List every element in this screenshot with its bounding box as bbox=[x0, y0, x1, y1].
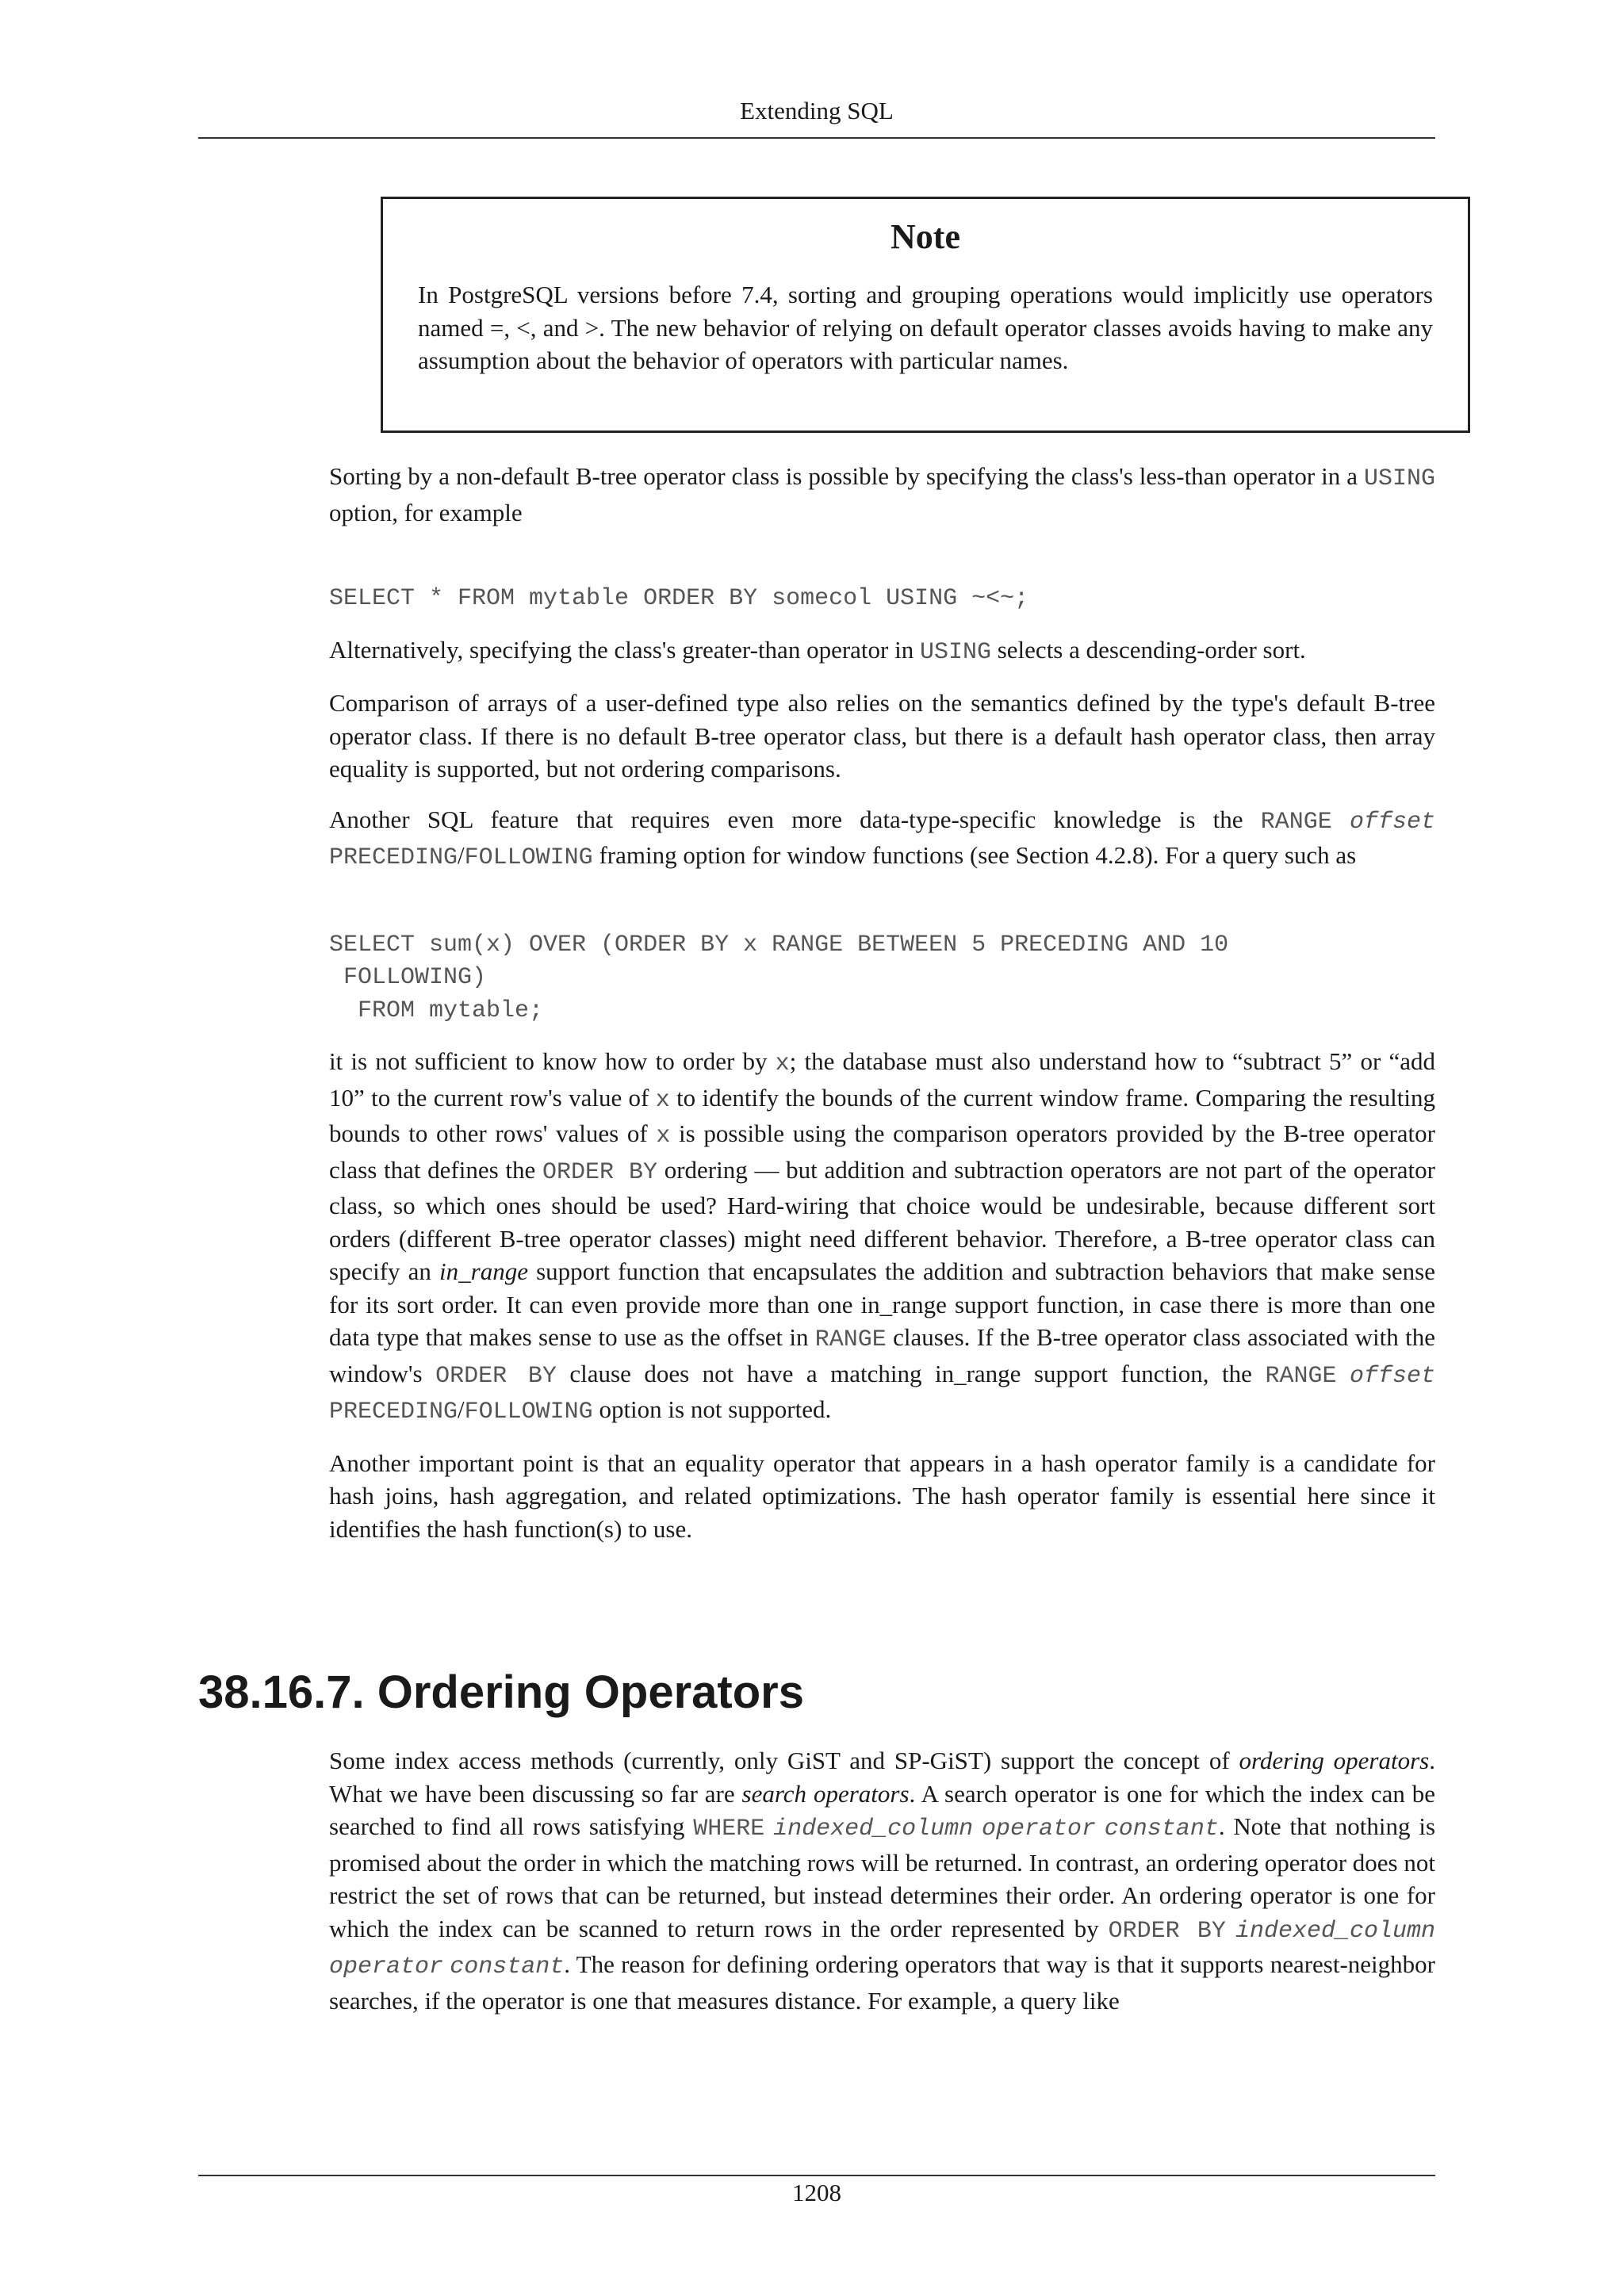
paragraph-sorting bbox=[329, 460, 1435, 529]
text: framing option for window functions (see Section 4.2.8). For a query such as bbox=[592, 841, 1357, 869]
code-replaceable: offset bbox=[1349, 1362, 1435, 1390]
code-literal: RANGE bbox=[1265, 1362, 1337, 1390]
emphasis: ordering operators bbox=[1239, 1747, 1430, 1774]
text: / bbox=[458, 841, 465, 869]
code-example-using: SELECT * FROM mytable ORDER BY somecol USING ~<~; bbox=[329, 585, 1029, 612]
text: selects a descending-order sort. bbox=[990, 635, 1306, 664]
code-literal: ORDER BY bbox=[1108, 1917, 1226, 1945]
text: Some index access methods (currently, only GiST and SP-GiST) support the concept of bbox=[329, 1747, 1239, 1774]
note-title: Note bbox=[891, 217, 960, 256]
paragraph-range bbox=[329, 803, 1435, 875]
code-replaceable: indexed_column bbox=[1235, 1917, 1436, 1945]
code-literal: PRECEDING bbox=[329, 1399, 458, 1425]
code-literal: RANGE bbox=[814, 1326, 887, 1353]
text: Sorting by a non-default B-tree operator class is possible by specifying the class's less-than operator in a bbox=[329, 462, 1364, 490]
code-example-window: SELECT sum(x) OVER (ORDER BY x RANGE BETWEEN 5 PRECEDING AND 10 FOLLOWING) FROM mytable; bbox=[329, 931, 1229, 1024]
paragraph-hash: Another important point is that an equality operator that appears in a hash operator family is a candidate for hash joins, hash aggregation, and related optimizations. The hash operator family is essential here since it identifies the hash function(s) to use. bbox=[329, 1448, 1435, 1543]
text: ordering — but addition and subtraction operators are not part of the operator class, so which ones should be used? Hard-wiring that choice would be undesirable, because different sort orders (different B-tree operator classes) might need different behavior. Therefore, a B-tree operator class can specify an bbox=[329, 1155, 1435, 1285]
header-rule bbox=[198, 137, 1435, 139]
code-literal: x bbox=[656, 1123, 671, 1150]
paragraph-alternatively bbox=[329, 633, 1435, 670]
code-replaceable: offset bbox=[1349, 808, 1435, 836]
text: is possible using the comparison operators provided by the B-tree operator class that defines the bbox=[329, 1119, 1435, 1184]
section-content bbox=[329, 1744, 1435, 2034]
text: to identify the bounds of the current window frame. Comparing the resulting bounds to other rows' values of bbox=[329, 1083, 1435, 1147]
code-literal: FOLLOWING bbox=[464, 1399, 593, 1425]
text: . What we have been discussing so far are bbox=[329, 1747, 1435, 1808]
note-text: In PostgreSQL versions before 7.4, sorting and grouping operations would implicitly use operators named =, <, and >. The new behavior of relying on default operator classes avoids having to make any assumption about the behavior of operators with particular names. bbox=[418, 281, 1433, 374]
code-literal: USING bbox=[919, 638, 991, 666]
code-literal: RANGE bbox=[1260, 808, 1332, 836]
code-literal: PRECEDING bbox=[329, 844, 458, 871]
text: support function that encapsulates the addition and subtraction behaviors that make sense for its sort order. It can even provide more than one in_range support function, in case there is more than one data type that makes sense to use as the offset in bbox=[329, 1257, 1436, 1351]
note-box bbox=[381, 197, 1470, 433]
text: option, for example bbox=[329, 498, 523, 526]
paragraph-in-range bbox=[329, 1045, 1435, 1429]
text: option is not supported. bbox=[592, 1395, 832, 1423]
emphasis: in_range bbox=[439, 1257, 528, 1285]
text: clauses. If the B-tree operator class associated with the window's bbox=[329, 1323, 1435, 1387]
text: / bbox=[458, 1395, 465, 1423]
code-literal: ORDER BY bbox=[435, 1362, 557, 1390]
paragraph-ordering-operators bbox=[329, 1744, 1435, 2017]
text: . Note that nothing is promised about the order in which the matching rows will be returned. In contrast, an ordering operator does not restrict the set of rows that can be returned, but instead determines their order. An ordering operator is one for which the index can be scanned to return rows in the order represented by bbox=[329, 1812, 1436, 1942]
code-literal: WHERE bbox=[693, 1816, 765, 1843]
paragraph-arrays: Comparison of arrays of a user-defined type also relies on the semantics defined by the type's default B-tree operator class. If there is no default B-tree operator class, but there is a default hash operator class, then array equality is supported, but not ordering comparisons. bbox=[329, 689, 1435, 783]
page-header: Extending SQL bbox=[740, 97, 894, 124]
text: . The reason for defining ordering operators that way is that it supports nearest-neighbor searches, if the operator is one that measures distance. For example, a query like bbox=[329, 1950, 1435, 2015]
section-title: 38.16.7. Ordering Operators bbox=[198, 1667, 804, 1718]
text: Alternatively, specifying the class's greater-than operator in bbox=[329, 635, 920, 664]
emphasis: search operators bbox=[741, 1779, 910, 1808]
code-literal: USING bbox=[1363, 465, 1435, 492]
main-content bbox=[329, 460, 1435, 1563]
code-replaceable: constant bbox=[450, 1954, 565, 1980]
text: clause does not have a matching in_range support function, the bbox=[556, 1359, 1266, 1387]
code-replaceable: operator bbox=[981, 1816, 1096, 1843]
text: it is not sufficient to know how to order by bbox=[329, 1047, 776, 1075]
text: . A search operator is one for which the index can be searched to find all rows satisfying bbox=[329, 1779, 1435, 1840]
code-literal: x bbox=[775, 1050, 790, 1077]
page-number: 1208 bbox=[792, 2179, 841, 2206]
code-replaceable: indexed_column bbox=[773, 1816, 974, 1843]
code-replaceable: constant bbox=[1104, 1816, 1219, 1843]
code-replaceable: operator bbox=[329, 1954, 444, 1980]
code-literal: x bbox=[655, 1086, 670, 1114]
text: Another SQL feature that requires even more data-type-specific knowledge is the bbox=[329, 805, 1261, 833]
footer-rule bbox=[198, 2175, 1435, 2176]
code-literal: ORDER BY bbox=[542, 1158, 657, 1186]
code-literal: FOLLOWING bbox=[464, 844, 593, 871]
text: ; the database must also understand how to “subtract 5” or “add 10” to the current row's value of bbox=[329, 1047, 1435, 1112]
